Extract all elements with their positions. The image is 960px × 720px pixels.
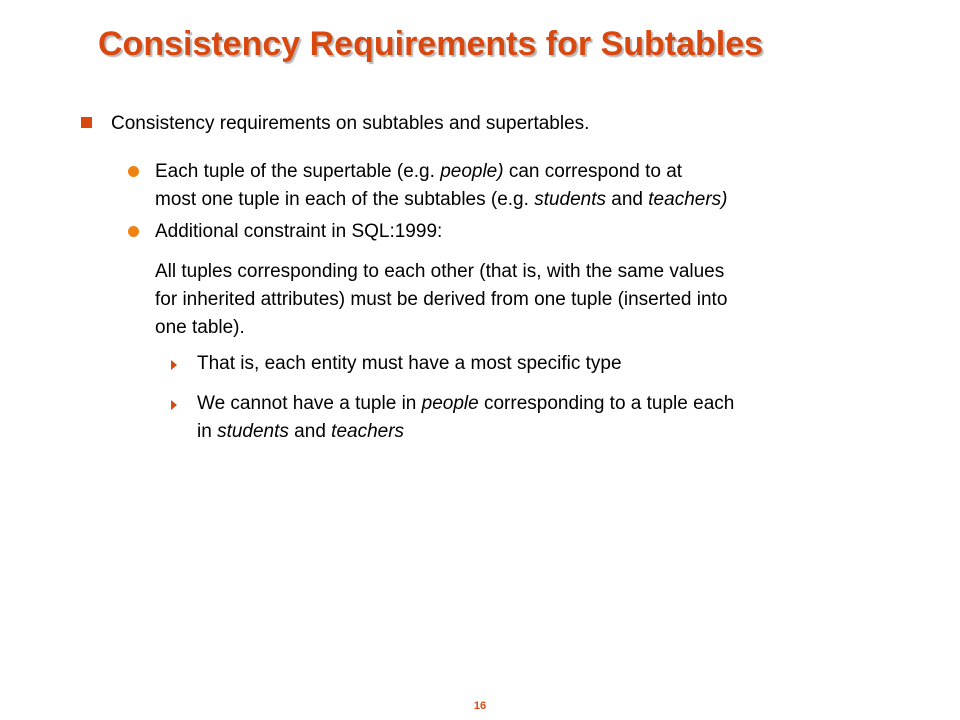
square-bullet-icon <box>81 117 92 128</box>
level3b-line2: in students and teachers <box>197 421 405 442</box>
level2-bullet-item-sql1999 <box>155 218 442 246</box>
dot-bullet-icon <box>128 226 139 237</box>
level3-bullet-item-people-tuple <box>197 390 734 446</box>
paragraph-line2: for inherited attributes) must be derived from one tuple (inserted into <box>155 289 728 310</box>
level2a-line1: Each tuple of the supertable (e.g. people) can correspond to at <box>155 161 683 182</box>
level2-bullet-item-supertable <box>155 158 727 214</box>
level3a-text: That is, each entity must have a most specific type <box>197 353 622 374</box>
level3b-line1: We cannot have a tuple in people corresponding to a tuple each <box>197 393 735 414</box>
slide-title: Consistency Requirements for Subtables <box>98 25 764 63</box>
page-number: 16 <box>473 700 487 712</box>
paragraph-line1: All tuples corresponding to each other (that is, with the same values <box>155 261 725 282</box>
triangle-bullet-icon <box>171 360 177 370</box>
constraint-paragraph <box>155 258 727 342</box>
dot-bullet-icon <box>128 166 139 177</box>
level1-bullet-item <box>111 110 589 138</box>
level2a-line2: most one tuple in each of the subtables (e.g. students and teachers) <box>155 189 728 210</box>
level1-text: Consistency requirements on subtables and supertables. <box>111 113 590 134</box>
triangle-bullet-icon <box>171 400 177 410</box>
level3-bullet-item-specific-type <box>197 350 622 378</box>
paragraph-line3: one table). <box>155 317 245 338</box>
level2b-text: Additional constraint in SQL:1999: <box>155 221 443 242</box>
